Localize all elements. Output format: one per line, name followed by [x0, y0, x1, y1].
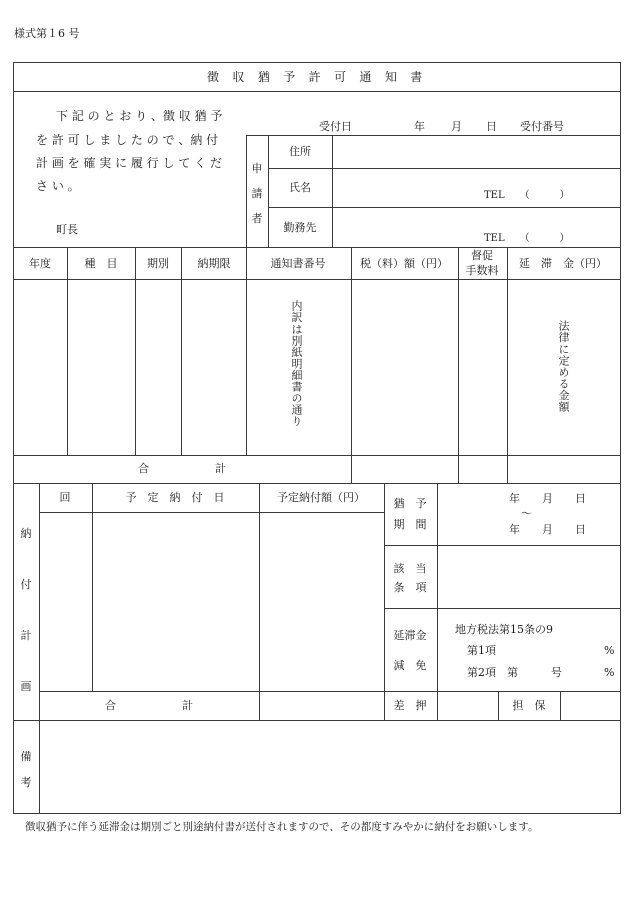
plan-col-round: 回	[59, 491, 71, 504]
intro-line: を 許 可 し ま し た の で 、納 付	[36, 133, 219, 147]
receipt-number-label: 受付番号	[520, 120, 564, 133]
collateral-label: 担 保	[512, 699, 546, 712]
article-label: 条 項	[393, 581, 427, 594]
late-reduction-label: 延滞金	[393, 629, 427, 642]
article-label: 該 当	[393, 562, 427, 575]
plan-char: 画	[20, 680, 32, 693]
plan-label	[13, 525, 39, 694]
receipt-year: 年	[414, 120, 425, 133]
notice-note: 内訳は別紙明細書の通り	[290, 300, 303, 428]
remarks-label	[13, 748, 39, 790]
grace-end: 年 月 日	[509, 523, 586, 536]
receipt-month: 月	[451, 120, 462, 133]
header-type: 種 目	[84, 257, 118, 270]
late-fee-note: 法律に定める金額	[557, 320, 570, 413]
clause-1-percent: %	[604, 644, 615, 657]
intro-line: 下 記 の と お り 、徴 収 猶 予	[56, 109, 223, 123]
receipt-date-label: 受付日	[319, 120, 352, 133]
intro-line: 計 画 を 確 実 に 履 行 し て く だ	[36, 156, 222, 170]
applicant-label	[246, 160, 268, 226]
seizure-label: 差 押	[393, 699, 427, 712]
header-year: 年度	[29, 257, 51, 270]
workplace-label: 勤務先	[283, 221, 317, 234]
plan-total-label: 合 計	[105, 699, 193, 712]
plan-char: 付	[20, 578, 32, 591]
mayor-label: 町長	[56, 223, 78, 236]
header-notice-no: 通知書番号	[270, 257, 326, 270]
name-label: 氏名	[289, 181, 311, 194]
receipt-day: 日	[486, 120, 497, 133]
header-tax-amount: 税（料）額（円）	[360, 257, 448, 270]
grace-label: 猶 予	[393, 497, 427, 510]
address-label: 住所	[289, 145, 311, 158]
grace-label: 期 間	[393, 518, 427, 531]
header-fee: 督促	[471, 249, 493, 262]
grace-start: 年 月 日	[509, 492, 586, 505]
header-late-fee: 延 滞 金（円）	[519, 257, 607, 270]
plan-char: 納	[20, 527, 32, 540]
applicant-char: 申	[251, 162, 263, 175]
header-fee: 手数料	[465, 264, 499, 277]
plan-col-date: 予 定 納 付 日	[125, 491, 225, 504]
remarks-char: 備	[20, 750, 32, 763]
form-number: 様式第１6 号	[14, 27, 80, 40]
footer-note: 徴収猶予に伴う延滞金は期別ごと別途納付書が送付されますので、その都度すみやかに納付をお願いします。	[25, 821, 539, 833]
late-reduction-label: 減 免	[393, 659, 427, 672]
clause-2: 第2項 第 号	[467, 666, 562, 679]
intro-line: さ い 。	[36, 179, 80, 193]
remarks-char: 考	[20, 776, 32, 789]
plan-char: 計	[20, 629, 32, 642]
clause-2-percent: %	[604, 666, 615, 679]
header-period: 期別	[147, 257, 169, 270]
applicant-char: 請	[251, 187, 263, 200]
tel-field: TEL （ ）	[484, 233, 570, 244]
plan-col-amount: 予定納付額（円）	[277, 491, 365, 504]
law-reference: 地方税法第15条の9	[455, 623, 553, 636]
clause-1: 第1項	[467, 644, 496, 657]
form-title: 徴 収 猶 予 許 可 通 知 書	[206, 70, 428, 84]
tel-field: TEL （ ）	[484, 190, 570, 201]
applicant-char: 者	[251, 212, 263, 225]
table-total-label: 合 計	[138, 462, 226, 475]
grace-tilde: ～	[521, 507, 532, 520]
header-due: 納期限	[197, 257, 231, 270]
